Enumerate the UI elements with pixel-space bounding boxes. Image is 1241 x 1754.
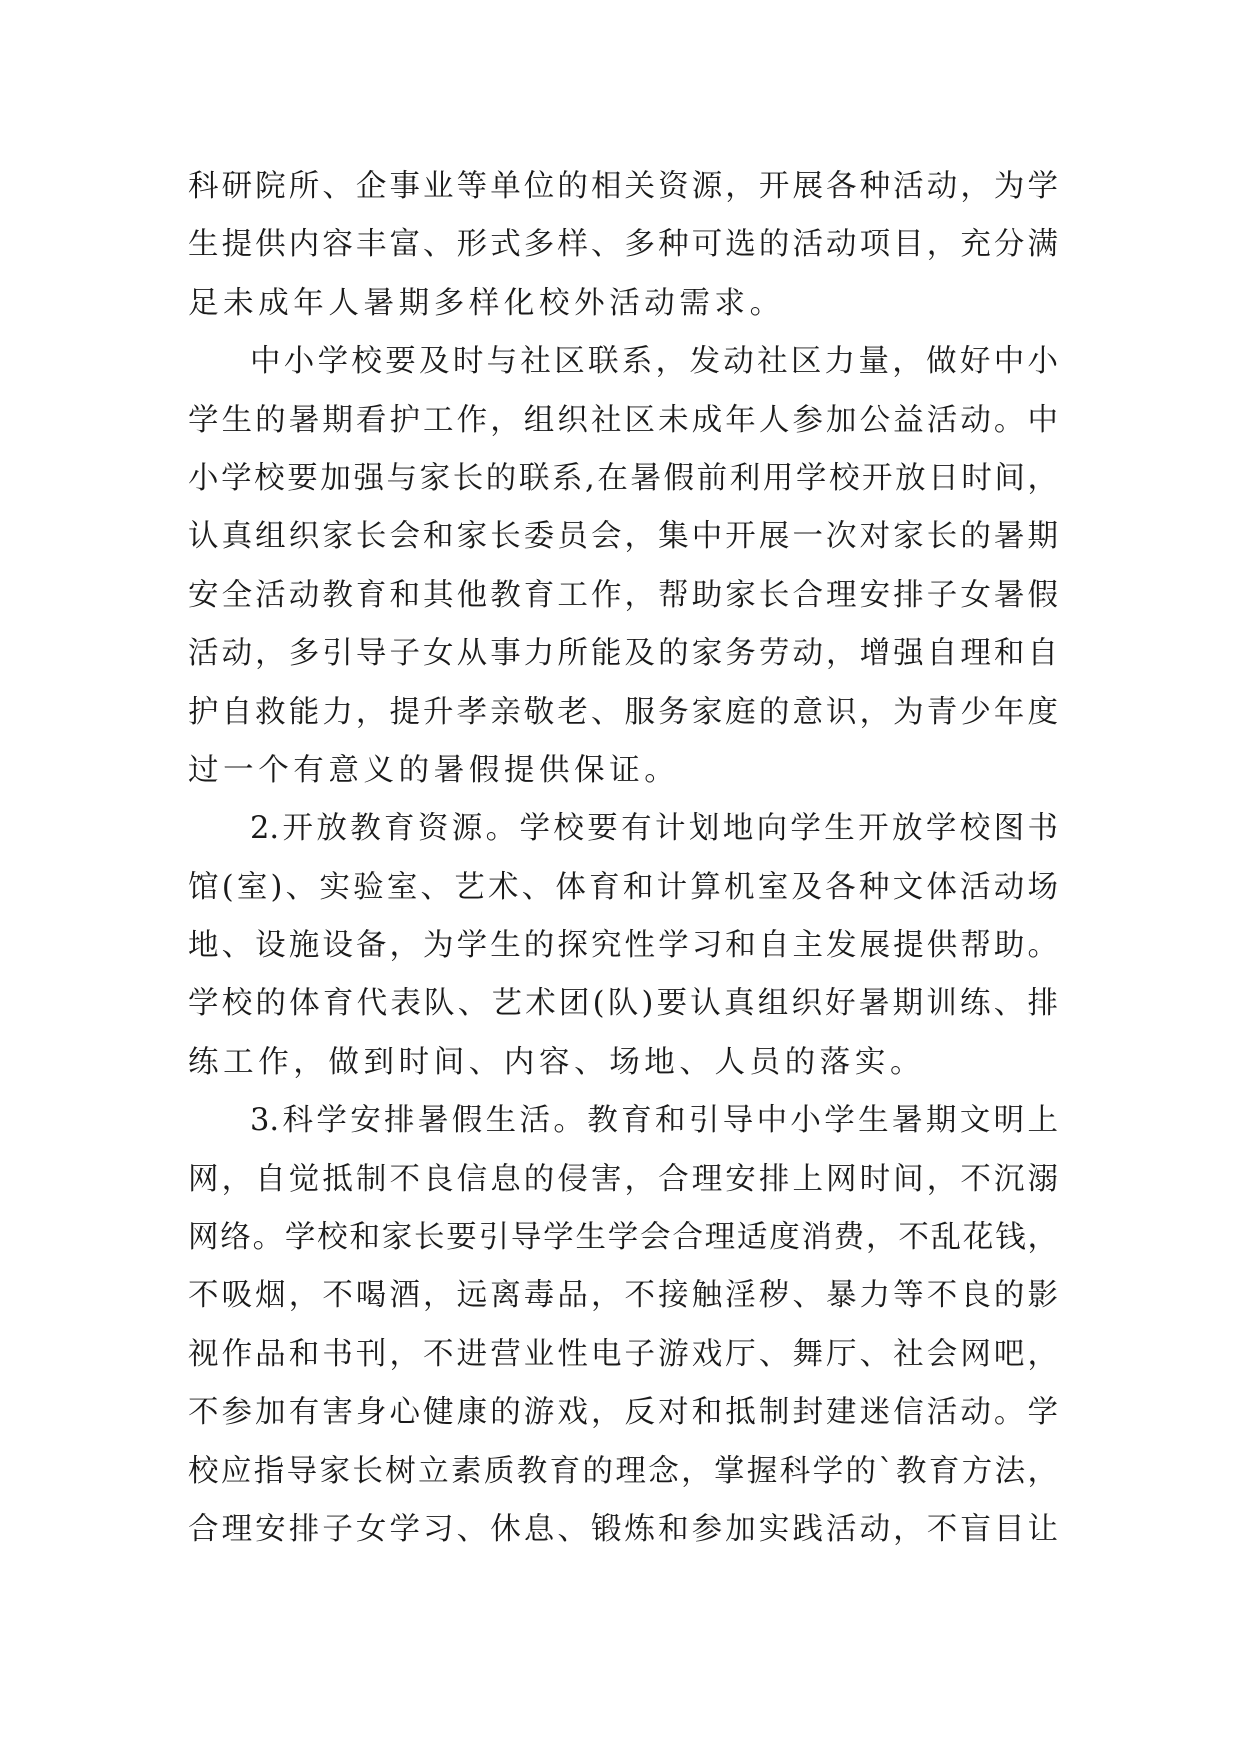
text-line: 练工作，做到时间、内容、场地、人员的落实。: [188, 1044, 926, 1080]
text-line: 活动，多引导子女从事力所能及的家务劳动，增强自理和自: [188, 636, 1058, 672]
text-line: 学生的暑期看护工作，组织社区未成年人参加公益活动。中: [188, 402, 1058, 438]
text-line: 视作品和书刊，不进营业性电子游戏厅、舞厅、社会网吧，: [188, 1336, 1058, 1372]
text-line: 护自救能力，提升孝亲敬老、服务家庭的意识，为青少年度: [188, 694, 1058, 730]
paragraph: [188, 158, 1058, 333]
text-line: 认真组织家长会和家长委员会，集中开展一次对家长的暑期: [188, 519, 1058, 555]
text-line: 网络。学校和家长要引导学生学会合理适度消费，不乱花钱，: [188, 1220, 1058, 1256]
text-line: 馆(室)、实验室、艺术、体育和计算机室及各种文体活动场: [188, 869, 1058, 905]
text-line: 不吸烟，不喝酒，远离毒品，不接触淫秽、暴力等不良的影: [188, 1278, 1058, 1314]
text-line: 安全活动教育和其他教育工作，帮助家长合理安排子女暑假: [188, 577, 1058, 613]
text-line: 过一个有意义的暑假提供保证。: [188, 752, 680, 788]
text-line: 2.开放教育资源。学校要有计划地向学生开放学校图书: [250, 811, 1058, 847]
text-line: 学校的体育代表队、艺术团(队)要认真组织好暑期训练、排: [188, 986, 1058, 1022]
text-line: 3.科学安排暑假生活。教育和引导中小学生暑期文明上: [250, 1103, 1058, 1139]
text-line: 校应指导家长树立素质教育的理念，掌握科学的`教育方法，: [188, 1453, 1058, 1489]
text-line: 不参加有害身心健康的游戏，反对和抵制封建迷信活动。学: [188, 1395, 1058, 1431]
text-line: 生提供内容丰富、形式多样、多种可选的活动项目，充分满: [188, 227, 1058, 263]
paragraph: [188, 333, 1058, 800]
text-line: 网，自觉抵制不良信息的侵害，合理安排上网时间，不沉溺: [188, 1161, 1058, 1197]
text-line: 科研院所、企事业等单位的相关资源，开展各种活动，为学: [188, 169, 1058, 204]
text-line: 地、设施设备，为学生的探究性学习和自主发展提供帮助。: [188, 928, 1058, 964]
text-line: 中小学校要及时与社区联系，发动社区力量，做好中小: [250, 344, 1058, 380]
paragraph: [188, 1092, 1058, 1559]
text-line: 足未成年人暑期多样化校外活动需求。: [188, 285, 785, 321]
text-line: 合理安排子女学习、休息、锻炼和参加实践活动，不盲目让: [188, 1511, 1058, 1547]
paragraph: [188, 800, 1058, 1092]
text-line: 小学校要加强与家长的联系,在暑假前利用学校开放日时间，: [188, 460, 1058, 496]
document-body: [188, 158, 1058, 1559]
